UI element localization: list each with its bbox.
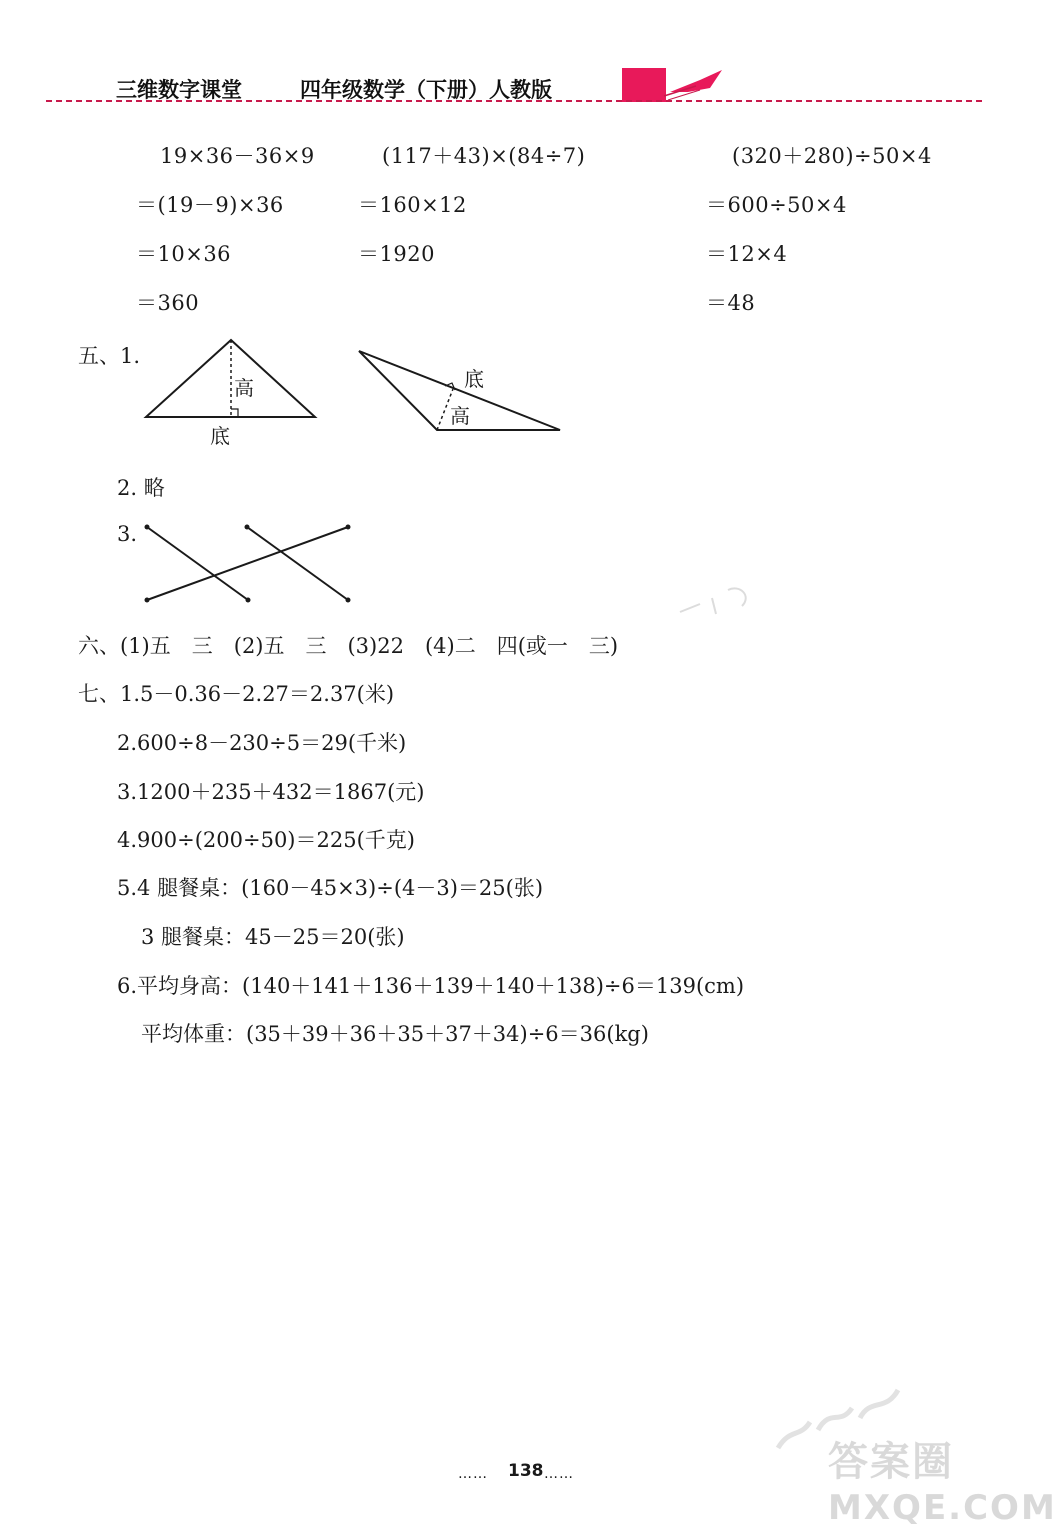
endpoint [346,598,351,603]
calc-1-line-1: 19×36－36×9 [160,144,315,168]
section-7-item-6b: 平均体重：(35＋39＋36＋35＋37＋34)÷6＝36(kg) [141,1022,649,1046]
tri1-base-label: 底 [210,424,230,448]
calc-2-line-1: (117＋43)×(84÷7) [382,144,586,168]
calc-1-line-2: ＝(19－9)×36 [136,193,284,217]
calc-3-line-1: (320＋280)÷50×4 [732,144,932,168]
tri2-base-label: 底 [464,367,484,391]
series-title: 三维数字课堂 [116,78,242,102]
section-5-label: 五、1. [78,344,141,368]
footer-dots-left: …… [458,1466,488,1482]
footer-dots-right: …… [544,1466,574,1482]
watermark-site: MXQE.COM [828,1488,1057,1528]
calc-2-line-2: ＝160×12 [358,193,467,217]
endpoint [245,525,250,530]
segment-b [147,527,348,600]
calc-3-line-2: ＝600÷50×4 [706,193,847,217]
section-7-item-1: 七、1.5－0.36－2.27＝2.37(米) [78,682,395,706]
segment-a [147,527,248,600]
section-6-answers: 六、(1)五 三 (2)五 三 (3)22 (4)二 四(或一 三) [78,634,619,658]
watermark-scribble [770,1378,910,1458]
segment-c [247,527,348,600]
watermark-brand: 答案圈 [828,1439,954,1485]
calc-2-line-3: ＝1920 [358,242,435,266]
faint-pencil-mark [680,588,746,614]
section-7-item-5a: 5.4 腿餐桌：(160－45×3)÷(4－3)＝25(张) [117,876,544,900]
endpoint [145,598,150,603]
endpoint [145,525,150,530]
tri1-height-label: 高 [234,376,254,400]
page-number: 138 [508,1461,544,1481]
calc-1-line-3: ＝10×36 [136,242,232,266]
section-7-item-2: 2.600÷8－230÷5＝29(千米) [117,731,407,755]
calc-3-line-3: ＝12×4 [706,242,788,266]
book-title: 四年级数学（下册）人教版 [300,78,552,102]
endpoint [246,598,251,603]
section-5-item-2: 2. 略 [117,476,165,500]
calc-3-line-4: ＝48 [706,291,756,315]
endpoint [346,525,351,530]
section-7-item-5b: 3 腿餐桌：45－25＝20(张) [141,925,405,949]
tri2-height-label: 高 [450,404,470,428]
right-angle-mark-1 [231,409,238,417]
section-7-item-6a: 6.平均身高：(140＋141＋136＋139＋140＋138)÷6＝139(cm) [117,974,745,998]
calc-1-line-4: ＝360 [136,291,200,315]
section-5-item-3: 3. [117,522,138,546]
section-7-item-4: 4.900÷(200÷50)＝225(千克) [117,828,415,852]
section-7-item-3: 3.1200＋235＋432＝1867(元) [117,780,425,804]
